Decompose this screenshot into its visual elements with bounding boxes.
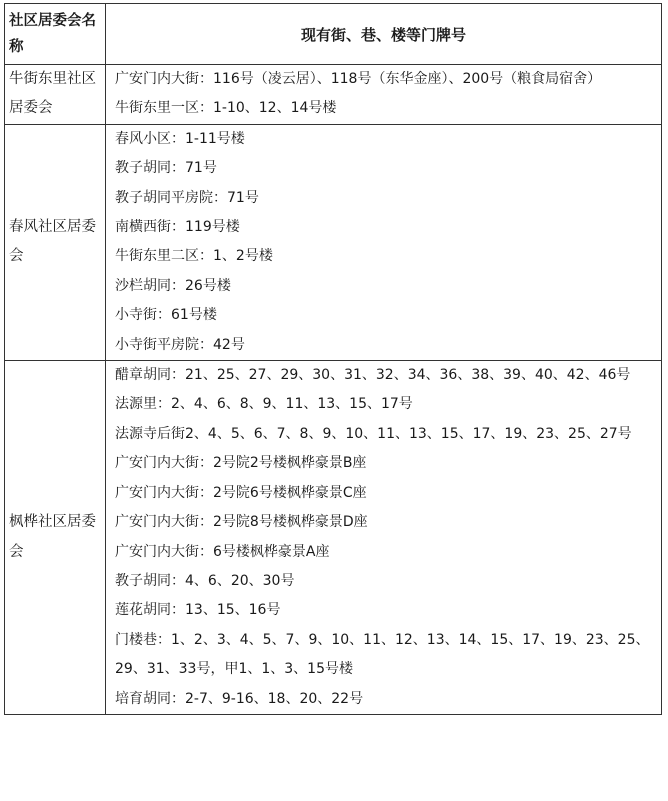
- address-line: 法源里：2、4、6、8、9、11、13、15、17号: [115, 396, 413, 413]
- address-line: 广安门内大街：6号楼枫桦豪景A座: [115, 543, 330, 560]
- committee-name: 枫桦社区居委会: [9, 514, 96, 560]
- address-line: 南横西街：119号楼: [115, 219, 240, 236]
- header-committee-name: 社区居委会名称: [5, 4, 106, 65]
- address-line: 广安门内大街：2号院2号楼枫桦豪景B座: [115, 455, 367, 472]
- address-line: 教子胡同：4、6、20、30号: [115, 572, 295, 589]
- address-cell: [106, 361, 662, 715]
- address-line: 门楼巷：1、2、3、4、5、7、9、10、11、12、13、14、15、17、19、23、25、29、31、33号，甲1、1、3、15号楼: [115, 631, 650, 678]
- address-line: 醋章胡同：21、25、27、29、30、31、32、34、36、38、39、40、42、46号: [115, 367, 631, 384]
- committee-name: 牛街东里社区居委会: [9, 71, 96, 117]
- address-line: 牛街东里一区：1-10、12、14号楼: [115, 100, 337, 117]
- address-line: 小寺街：61号楼: [115, 307, 217, 324]
- address-line: 沙栏胡同：26号楼: [115, 277, 231, 294]
- table-row: [5, 124, 662, 360]
- table-header-row: [5, 4, 662, 65]
- table-row: [5, 65, 662, 125]
- address-line: 广安门内大街：2号院8号楼枫桦豪景D座: [115, 514, 368, 531]
- address-line: 广安门内大街：116号（凌云居）、118号（东华金座）、200号（粮食局宿舍）: [115, 71, 602, 87]
- committee-name-cell: [5, 124, 106, 360]
- address-line: 教子胡同：71号: [115, 160, 217, 177]
- address-line: 教子胡同平房院：71号: [115, 189, 259, 206]
- address-cell: [106, 65, 662, 125]
- committee-name-cell: [5, 65, 106, 125]
- address-cell: [106, 124, 662, 360]
- address-line: 小寺街平房院：42号: [115, 336, 245, 353]
- address-line: 培育胡同：2-7、9-16、18、20、22号: [115, 690, 364, 707]
- header-address: 现有街、巷、楼等门牌号: [106, 4, 662, 65]
- address-line: 春风小区：1-11号楼: [115, 130, 245, 147]
- address-line: 法源寺后街2、4、5、6、7、8、9、10、11、13、15、17、19、23、25、27号: [115, 425, 632, 442]
- table-row: [5, 361, 662, 715]
- committee-name-cell: [5, 361, 106, 715]
- community-address-table: [4, 3, 662, 715]
- committee-name: 春风社区居委会: [9, 219, 96, 265]
- address-line: 牛街东里二区：1、2号楼: [115, 248, 273, 265]
- address-line: 广安门内大街：2号院6号楼枫桦豪景C座: [115, 484, 367, 501]
- address-line: 莲花胡同：13、15、16号: [115, 602, 281, 619]
